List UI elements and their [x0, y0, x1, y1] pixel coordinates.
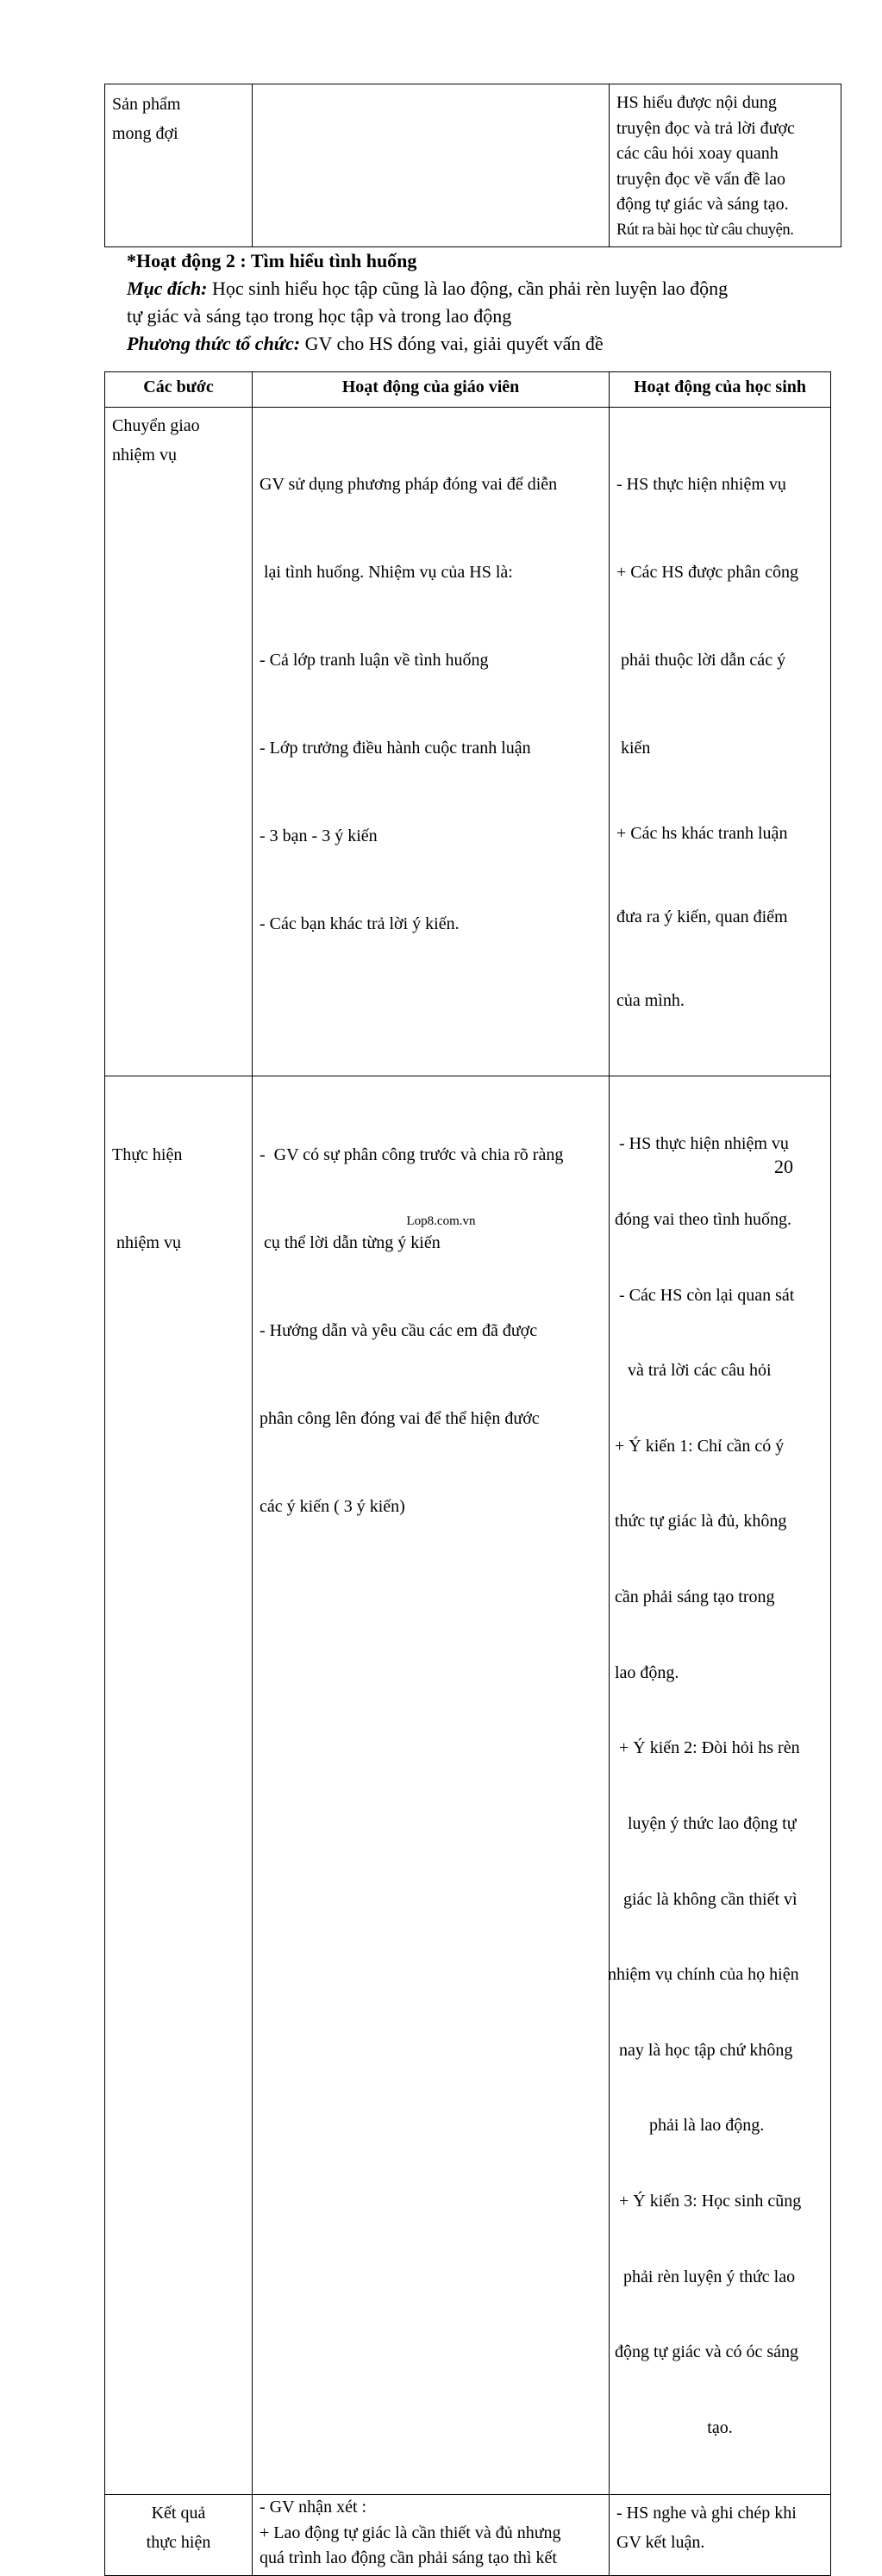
table-row — [105, 2495, 831, 2576]
header-student: Hoạt động của học sinh — [610, 372, 831, 408]
teacher-line: - Các bạn khác trả lời ý kiến. — [260, 914, 460, 933]
table-row — [105, 1076, 831, 2495]
student-line: nhiệm vụ chính của họ hiện — [608, 1965, 799, 1985]
step-line: Chuyển giao — [112, 416, 200, 435]
student-line: + Ý kiến 3: Học sinh cũng — [615, 2191, 802, 2211]
label-line: mong đợi — [112, 124, 178, 143]
student-line: phải thuộc lời dẫn các ý — [616, 651, 786, 670]
student-line: động tự giác và có óc sáng — [615, 2342, 798, 2362]
teacher-line: - Lớp trưởng điều hành cuộc tranh luận — [260, 739, 531, 758]
teacher-line: lại tình huống. Nhiệm vụ của HS là: — [260, 563, 513, 582]
student-line: thức tự giác là đủ, không — [615, 1512, 787, 1531]
method-label: Phương thức tổ chức: — [127, 333, 301, 354]
result-line: truyện đọc và trả lời được — [616, 118, 795, 138]
result-line: động tự giác và sáng tạo. — [616, 195, 789, 214]
header-steps: Các bước — [105, 372, 253, 408]
teacher-line: - Hướng dẫn và yêu cầu các em đã được — [260, 1321, 538, 1340]
step-line: Kết quả — [151, 2504, 206, 2523]
table-row — [105, 408, 831, 1076]
student-line: nay là học tập chứ không — [615, 2040, 793, 2060]
student-line: + Ý kiến 2: Đòi hỏi hs rèn — [615, 1738, 800, 1758]
step-cell — [105, 408, 253, 1076]
student-line: tạo. — [707, 2417, 733, 2437]
teacher-line: quá trình lao động cần phải sáng tạo thì kết — [260, 2548, 557, 2568]
step-line: thực hiện — [146, 2533, 211, 2553]
student-line: + Ý kiến 1: Chỉ cần có ý — [615, 1436, 785, 1456]
teacher-line: các ý kiến ( 3 ý kiến) — [260, 1497, 405, 1516]
step-line: nhiệm vụ — [112, 1233, 181, 1252]
step-cell — [105, 2495, 253, 2576]
student-line: + Các hs khác tranh luận — [616, 824, 788, 843]
teacher-cell — [253, 2495, 610, 2576]
student-line: phải rèn luyện ý thức lao — [615, 2267, 796, 2286]
teacher-line: phân công lên đóng vai để thể hiện đước — [260, 1409, 540, 1428]
teacher-cell — [253, 408, 610, 1076]
expected-product-table — [104, 84, 841, 247]
result-line: Rút ra bài học từ câu chuyện. — [616, 221, 794, 239]
method-text: GV cho HS đóng vai, giải quyết vấn đề — [300, 333, 604, 354]
student-line: phải là lao động. — [615, 2116, 765, 2136]
teacher-line: - GV nhận xét : — [260, 2498, 367, 2517]
label-line: Sản phẩm — [112, 95, 181, 114]
teacher-line: + Lao động tự giác là cần thiết và đủ nhưng — [260, 2523, 561, 2542]
student-line: kiến — [616, 739, 651, 758]
teacher-line: cụ thể lời dẫn từng ý kiến — [260, 1233, 441, 1252]
student-line: - HS thực hiện nhiệm vụ — [615, 1134, 789, 1154]
student-line: - Các HS còn lại quan sát — [615, 1285, 795, 1305]
student-line: - HS nghe và ghi chép khi — [616, 2504, 797, 2523]
purpose-label: Mục đích: — [127, 278, 208, 299]
footer-site: Lop8.com.vn — [406, 1214, 476, 1228]
student-line: cần phải sáng tạo trong — [615, 1587, 775, 1607]
teacher-line: - GV có sự phân công trước và chia rõ ràng — [260, 1145, 564, 1164]
student-cell — [610, 408, 831, 1076]
expected-product-middle-cell — [253, 84, 610, 247]
purpose-text-continued: tự giác và sáng tạo trong học tập và trong lao động — [127, 305, 512, 327]
table-header-row — [105, 372, 831, 408]
student-line: của mình. — [616, 991, 685, 1010]
student-cell — [610, 1076, 831, 2495]
teacher-line: - Cả lớp tranh luận về tình huống — [260, 651, 489, 670]
student-line: và trả lời các câu hỏi — [615, 1361, 772, 1381]
purpose-text: Học sinh hiểu học tập cũng là lao động, cần phải rèn luyện lao động — [207, 278, 729, 299]
expected-product-label-cell — [105, 84, 253, 247]
activity-table — [104, 371, 831, 2576]
result-line: HS hiểu được nội dung — [616, 93, 777, 112]
student-line: giác là không cần thiết vì — [615, 1889, 798, 1909]
step-line: nhiệm vụ — [112, 446, 177, 465]
result-line: các câu hỏi xoay quanh — [616, 144, 779, 163]
activity-heading-block — [127, 247, 816, 358]
teacher-cell — [253, 1076, 610, 2495]
step-cell — [105, 1076, 253, 2495]
student-cell — [610, 2495, 831, 2576]
expected-product-result-cell — [610, 84, 841, 247]
student-line: đưa ra ý kiến, quan điểm — [616, 908, 788, 926]
student-line: - HS thực hiện nhiệm vụ — [616, 475, 786, 494]
student-line: GV kết luận. — [616, 2533, 705, 2553]
student-line: + Các HS được phân công — [616, 563, 798, 582]
student-line: luyện ý thức lao động tự — [615, 1813, 797, 1833]
step-line: Thực hiện — [112, 1145, 183, 1164]
result-line: truyện đọc về vấn đề lao — [616, 169, 786, 189]
student-line: lao động. — [615, 1662, 679, 1682]
method-line — [127, 330, 816, 358]
teacher-line: GV sử dụng phương pháp đóng vai để diễn — [260, 475, 558, 494]
page-number: 20 — [774, 1156, 793, 1177]
teacher-line: - 3 bạn - 3 ý kiến — [260, 826, 378, 845]
purpose-line — [127, 275, 816, 303]
student-line: đóng vai theo tình huống. — [615, 1210, 791, 1230]
header-teacher: Hoạt động của giáo viên — [253, 372, 610, 408]
activity-title: *Hoạt động 2 : Tìm hiểu tình huống — [127, 250, 417, 271]
